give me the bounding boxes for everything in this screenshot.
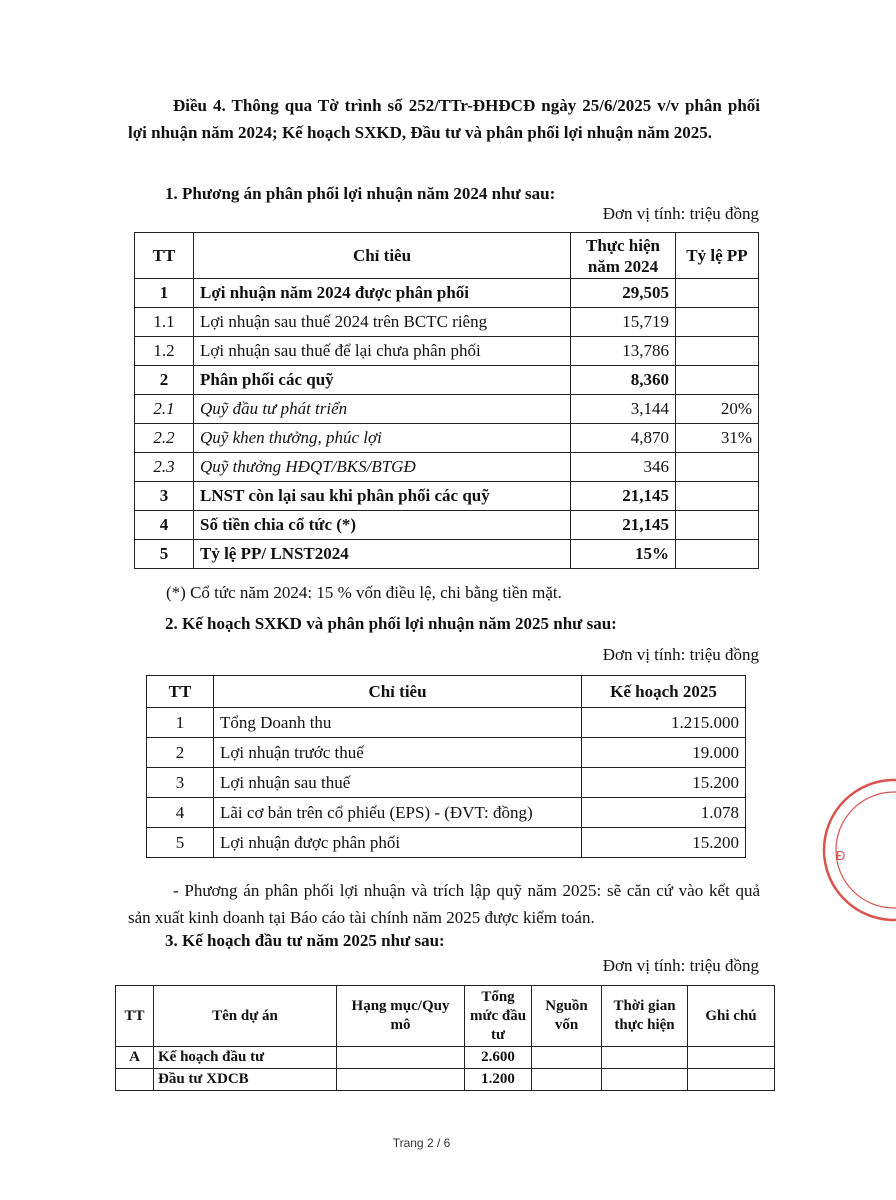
row-item: Tỷ lệ PP/ LNST2024: [194, 540, 571, 569]
row-tt: 1: [147, 708, 214, 738]
row-ratio: [676, 366, 759, 395]
table-row: [135, 453, 759, 482]
company-stamp-partial: [816, 770, 896, 930]
row-item: Quỹ thưởng HĐQT/BKS/BTGĐ: [194, 453, 571, 482]
row-ratio: [676, 511, 759, 540]
row-tt: 1.1: [135, 308, 194, 337]
table-row: [116, 1047, 775, 1069]
col-header-actual-2024: Thực hiện năm 2024: [571, 233, 676, 279]
table-row: [147, 738, 746, 768]
table-row: [147, 768, 746, 798]
row-value: 29,505: [571, 279, 676, 308]
row-value: 21,145: [571, 482, 676, 511]
col-header-timeline: Thời gian thực hiện: [602, 986, 688, 1047]
table-row: [135, 424, 759, 453]
col-header-tt: TT: [147, 676, 214, 708]
row-value: 19.000: [582, 738, 746, 768]
row-time: [602, 1047, 688, 1069]
row-ratio: 20%: [676, 395, 759, 424]
section-2-unit: Đơn vị tính: triệu đồng: [602, 645, 759, 664]
row-scope: [337, 1047, 465, 1069]
profit-distribution-2025-note: - Phương án phân phối lợi nhuận và trích lập quỹ năm 2025: sẽ căn cứ vào kết quả sản xuất kinh doanh tại Báo cáo tài chính năm 2025 được kiểm toán.: [128, 881, 760, 927]
row-value: 21,145: [571, 511, 676, 540]
row-tt: 2: [135, 366, 194, 395]
table-row: [135, 482, 759, 511]
row-item: LNST còn lại sau khi phân phối các quỹ: [194, 482, 571, 511]
row-value: 1.215.000: [582, 708, 746, 738]
table-row: [135, 308, 759, 337]
table-row: [135, 395, 759, 424]
table-row: [135, 366, 759, 395]
row-tt: 4: [147, 798, 214, 828]
table-row: [135, 279, 759, 308]
row-value: 15,719: [571, 308, 676, 337]
col-header-scope: Hạng mục/Quy mô: [337, 986, 465, 1047]
col-header-plan-2025: Kế hoạch 2025: [582, 676, 746, 708]
row-value: 1.078: [582, 798, 746, 828]
row-note: [688, 1047, 775, 1069]
col-header-tt: TT: [135, 233, 194, 279]
row-value: 15.200: [582, 828, 746, 858]
section-3-heading: 3. Kế hoạch đầu tư năm 2025 như sau:: [165, 931, 445, 950]
row-tt: 5: [147, 828, 214, 858]
row-value: 15%: [571, 540, 676, 569]
dividend-note: (*) Cổ tức năm 2024: 15 % vốn điều lệ, chi bằng tiền mặt.: [166, 583, 562, 602]
row-ratio: [676, 279, 759, 308]
article-4-text: Điều 4. Thông qua Tờ trình số 252/TTr-ĐHĐCĐ ngày 25/6/2025 v/v phân phối lợi nhuận năm 2024; Kế hoạch SXKD, Đầu tư và phân phối lợi nhuận năm 2025.: [128, 96, 760, 142]
row-value: 4,870: [571, 424, 676, 453]
table-row: [135, 540, 759, 569]
row-item: Lợi nhuận được phân phối: [214, 828, 582, 858]
row-item: Lãi cơ bản trên cổ phiếu (EPS) - (ĐVT: đồng): [214, 798, 582, 828]
row-source: [532, 1069, 602, 1091]
row-tt: 2.2: [135, 424, 194, 453]
row-source: [532, 1047, 602, 1069]
row-item: Phân phối các quỹ: [194, 366, 571, 395]
table-row: [135, 511, 759, 540]
row-item: Tổng Doanh thu: [214, 708, 582, 738]
row-project-name: Đầu tư XDCB: [154, 1069, 337, 1091]
row-tt: 3: [135, 482, 194, 511]
row-value: 13,786: [571, 337, 676, 366]
stamp-letter: Đ: [836, 848, 846, 863]
col-header-ratio: Tỷ lệ PP: [676, 233, 759, 279]
row-tt: 4: [135, 511, 194, 540]
row-item: Số tiền chia cổ tức (*): [194, 511, 571, 540]
row-item: Lợi nhuận sau thuế: [214, 768, 582, 798]
investment-plan-2025-table: [115, 985, 775, 1091]
row-item: Lợi nhuận sau thuế để lại chưa phân phối: [194, 337, 571, 366]
row-ratio: 31%: [676, 424, 759, 453]
row-ratio: [676, 482, 759, 511]
row-project-name: Kế hoạch đầu tư: [154, 1047, 337, 1069]
col-header-project-name: Tên dự án: [154, 986, 337, 1047]
col-header-item: Chỉ tiêu: [194, 233, 571, 279]
row-total: 1.200: [465, 1069, 532, 1091]
table-row: [116, 1069, 775, 1091]
col-header-funding-source: Nguồn vốn: [532, 986, 602, 1047]
stamp-outer-ring: [824, 780, 896, 920]
section-1-unit: Đơn vị tính: triệu đồng: [602, 204, 759, 223]
section-2-heading: 2. Kế hoạch SXKD và phân phối lợi nhuận năm 2025 như sau:: [165, 614, 617, 633]
row-tt: 2.3: [135, 453, 194, 482]
profit-distribution-2024-table: [134, 232, 759, 569]
row-tt: [116, 1069, 154, 1091]
row-tt: A: [116, 1047, 154, 1069]
row-item: Lợi nhuận sau thuế 2024 trên BCTC riêng: [194, 308, 571, 337]
row-ratio: [676, 337, 759, 366]
row-tt: 1.2: [135, 337, 194, 366]
row-ratio: [676, 540, 759, 569]
row-value: 8,360: [571, 366, 676, 395]
table-row: [135, 337, 759, 366]
row-item: Quỹ đầu tư phát triển: [194, 395, 571, 424]
row-tt: 3: [147, 768, 214, 798]
row-note: [688, 1069, 775, 1091]
row-item: Quỹ khen thưởng, phúc lợi: [194, 424, 571, 453]
col-header-item: Chỉ tiêu: [214, 676, 582, 708]
row-time: [602, 1069, 688, 1091]
table-row: [147, 828, 746, 858]
row-scope: [337, 1069, 465, 1091]
business-plan-2025-table: [146, 675, 746, 858]
section-1-heading: 1. Phương án phân phối lợi nhuận năm 2024 như sau:: [165, 184, 556, 203]
col-header-notes: Ghi chú: [688, 986, 775, 1047]
row-value: 3,144: [571, 395, 676, 424]
row-total: 2.600: [465, 1047, 532, 1069]
page-number: Trang 2 / 6: [392, 1136, 451, 1150]
table-row: [147, 798, 746, 828]
table-row: [147, 708, 746, 738]
row-ratio: [676, 453, 759, 482]
row-ratio: [676, 308, 759, 337]
row-item: Lợi nhuận trước thuế: [214, 738, 582, 768]
row-item: Lợi nhuận năm 2024 được phân phối: [194, 279, 571, 308]
row-value: 346: [571, 453, 676, 482]
row-value: 15.200: [582, 768, 746, 798]
row-tt: 2.1: [135, 395, 194, 424]
row-tt: 2: [147, 738, 214, 768]
col-header-total-investment: Tổng mức đầu tư: [465, 986, 532, 1047]
row-tt: 5: [135, 540, 194, 569]
col-header-tt: TT: [116, 986, 154, 1047]
row-tt: 1: [135, 279, 194, 308]
section-3-unit: Đơn vị tính: triệu đồng: [602, 956, 759, 975]
